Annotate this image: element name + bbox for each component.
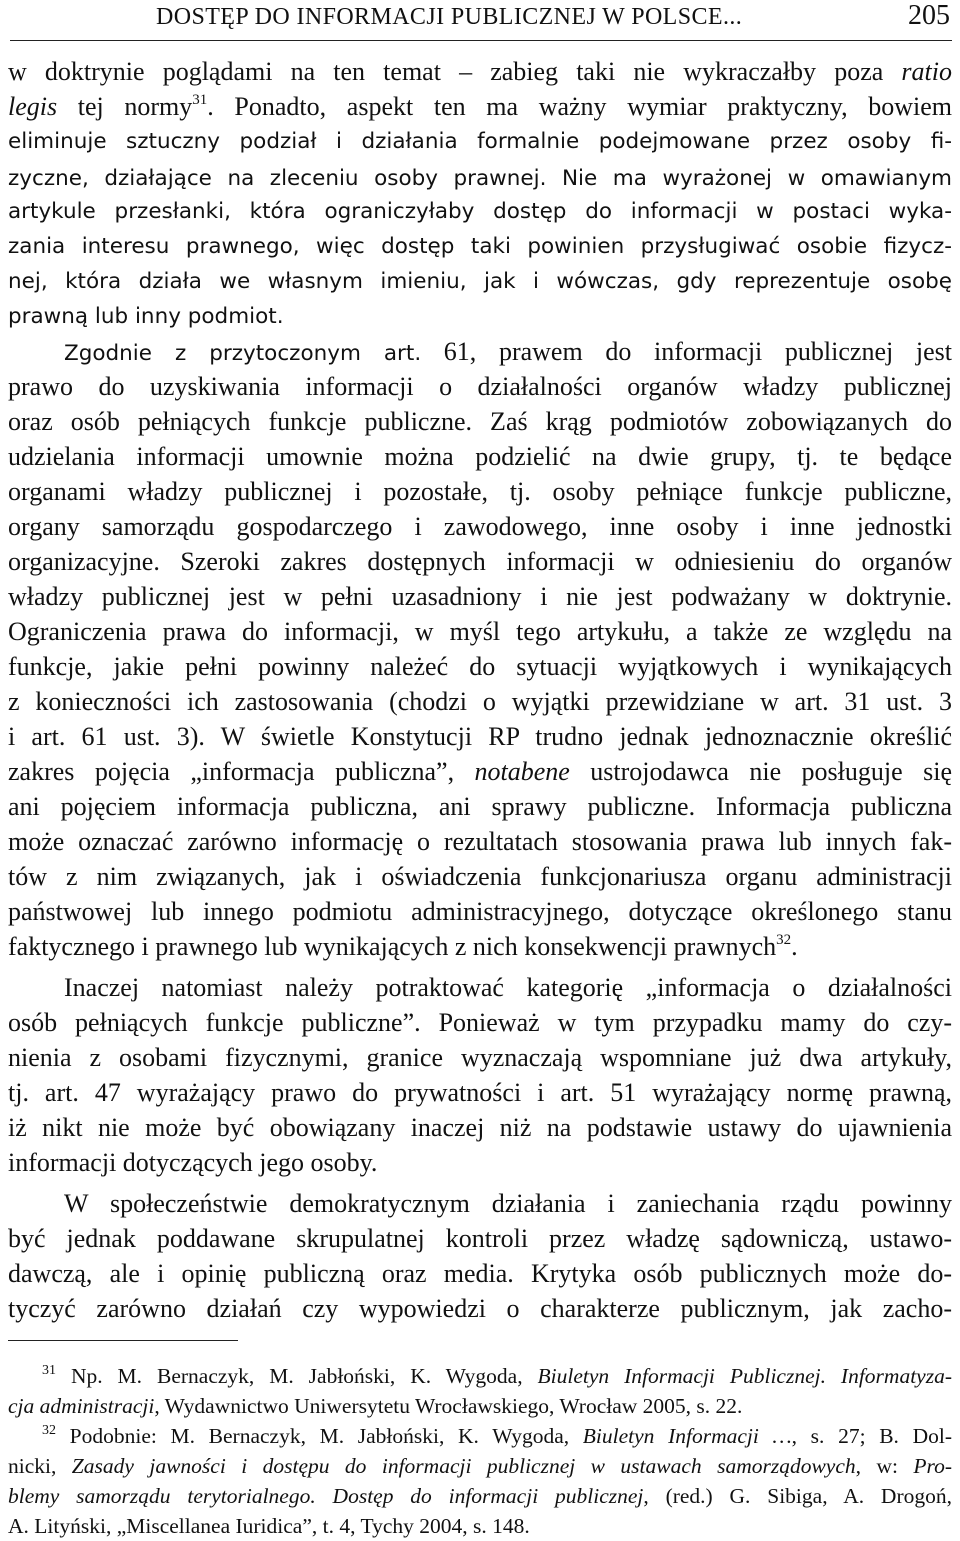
text-line: Inaczej natomiast należy potraktować kategorię „informacja o działalności bbox=[64, 973, 952, 1002]
text-line: państwowej lub innego podmiotu administracyjnego, dotyczące określonego stanu bbox=[8, 897, 952, 926]
text-line: oraz osób pełniących funkcje publiczne. Zaś krąg podmiotów zobowiązanych do bbox=[8, 407, 952, 436]
text-line: Ograniczenia prawa do informacji, w myśl tego artykułu, a także ze względu na bbox=[8, 617, 952, 646]
text-line: artykule przesłanki, która ograniczyłaby dostęp do informacji w postaci wyka- bbox=[8, 199, 952, 224]
text-line: i art. 61 ust. 3). W świetle Konstytucji RP trudno jednak jednoznacznie określić bbox=[8, 722, 952, 751]
text-line: osób pełniących funkcje publiczne”. Ponieważ w tym przypadku mamy do czy- bbox=[8, 1008, 952, 1037]
body-text bbox=[8, 54, 952, 1326]
text-line: dawczą, ale i opinię publiczną oraz media. Krytyka osób publicznych może do- bbox=[8, 1259, 952, 1288]
running-title: DOSTĘP DO INFORMACJI PUBLICZNEJ W POLSCE... bbox=[156, 4, 743, 30]
text-line: zyczne, działające na zleceniu osoby prawnej. Nie ma wyrażonej w omawianym bbox=[8, 166, 952, 191]
text-line: W społeczeństwie demokratycznym działania i zaniechania rządu powinny bbox=[64, 1189, 952, 1218]
text-line: iż nikt nie może być obowiązany inaczej niż na podstawie ustawy do ujawnienia bbox=[8, 1113, 952, 1142]
text-line: tów z nim związanych, jak i oświadczenia funkcjonariusza organu administracji bbox=[8, 862, 952, 891]
text-line: w doktrynie poglądami na ten temat – zabieg taki nie wykraczałby poza ratio bbox=[8, 57, 952, 86]
text-line: organami władzy publicznej i pozostałe, tj. osoby pełniące funkcje publiczne, bbox=[8, 477, 952, 506]
footnote-number: 32 bbox=[42, 1423, 56, 1438]
text-line: tj. art. 47 wyrażający prawo do prywatności i art. 51 wyrażający normę prawną, bbox=[8, 1078, 952, 1107]
text-line: prawo do uzyskiwania informacji o działalności organów władzy publicznej bbox=[8, 372, 952, 401]
footnote-32: $^{32}$ Podobnie: M. Bernaczyk, M. Jabłoński, K. Wygoda, Biuletyn Informacji …, s. 27; B. Dol- bbox=[42, 1423, 952, 1448]
footnote-31: $^{31}$ Np. M. Bernaczyk, M. Jabłoński, K. Wygoda, Biuletyn Informacji Publicznej. Informatyza- bbox=[42, 1363, 952, 1388]
footnote-line: cja administracji, Wydawnictwo Uniwersytetu Wrocławskiego, Wrocław 2005, s. 22. bbox=[8, 1394, 743, 1418]
text-line: prawną lub inny podmiot. bbox=[8, 304, 284, 329]
footnote-ref: 31 bbox=[192, 92, 208, 108]
text-line: zania interesu prawnego, więc dostęp taki powinien przysługiwać osobie fizycz- bbox=[8, 234, 952, 259]
footnote-line: A. Lityński, „Miscellanea Iuridica”, t. 4, Tychy 2004, s. 148. bbox=[8, 1514, 530, 1538]
text-line: władzy publicznej jest w pełni uzasadniony i nie jest podważany w doktrynie. bbox=[8, 582, 952, 611]
text-line: z konieczności ich zastosowania (chodzi o wyjątki przewidziane w art. 31 ust. 3 bbox=[8, 687, 952, 716]
text-line: funkcje, jakie pełni powinny należeć do sytuacji wyjątkowych i wynikających bbox=[8, 652, 952, 681]
text-line: nej, która działa we własnym imieniu, jak i wówczas, gdy reprezentuje osobę bbox=[8, 269, 952, 294]
text-line: tyczyć zarówno działań czy wypowiedzi o charakterze publicznym, jak zacho- bbox=[8, 1294, 952, 1323]
text-line: organizacyjne. Szeroki zakres dostępnych informacji w odniesieniu do organów bbox=[8, 547, 952, 576]
footnote-ref: 32 bbox=[776, 932, 792, 948]
footnotes bbox=[8, 1361, 952, 1541]
text-line: ani pojęciem informacja publiczna, ani sprawy publiczne. Informacja publiczna bbox=[8, 792, 952, 821]
text-line: udzielania informacji umownie można podzielić na dwie grupy, tj. te będące bbox=[8, 442, 952, 471]
text-line: nienia z osobami fizycznymi, granice wyznaczają wspomniane już dwa artykuły, bbox=[8, 1043, 952, 1072]
page-header bbox=[10, 0, 952, 41]
footnote-divider bbox=[8, 1340, 238, 1341]
page-number: 205 bbox=[908, 0, 950, 31]
footnote-line: blemy samorządu terytorialnego. Dostęp do informacji publicznej, (red.) G. Sibiga, A. Drogoń, bbox=[8, 1484, 952, 1508]
text-line: może oznaczać zarówno informację o rezultatach stosowania prawa lub innych fak- bbox=[8, 827, 952, 856]
footnote-number: 31 bbox=[42, 1363, 56, 1378]
text-line: być jednak poddawane skrupulatnej kontroli przez władzę sądowniczą, ustawo- bbox=[8, 1224, 952, 1253]
text-line: faktycznego i prawnego lub wynikających z nich konsekwencji prawnych$^{32}$. bbox=[8, 932, 798, 961]
text-line: organy samorządu gospodarczego i zawodowego, inne osoby i inne jednostki bbox=[8, 512, 952, 541]
text-line: legis tej normy$^{31}$. Ponadto, aspekt ten ma ważny wymiar praktyczny, bowiem bbox=[8, 92, 952, 121]
text-line: informacji dotyczących jego osoby. bbox=[8, 1148, 378, 1177]
footnote-line: nicki, Zasady jawności i dostępu do informacji publicznej w ustawach samorządowych, w: Pro- bbox=[8, 1454, 952, 1478]
text-line: zakres pojęcia „informacja publiczna”, notabene ustrojodawca nie posługuje się bbox=[8, 757, 952, 786]
text-line: eliminuje sztuczny podział i działania formalnie podejmowane przez osoby fi- bbox=[8, 129, 952, 154]
text-line: Zgodnie z przytoczonym art. 61, prawem do informacji publicznej jest bbox=[64, 337, 952, 366]
